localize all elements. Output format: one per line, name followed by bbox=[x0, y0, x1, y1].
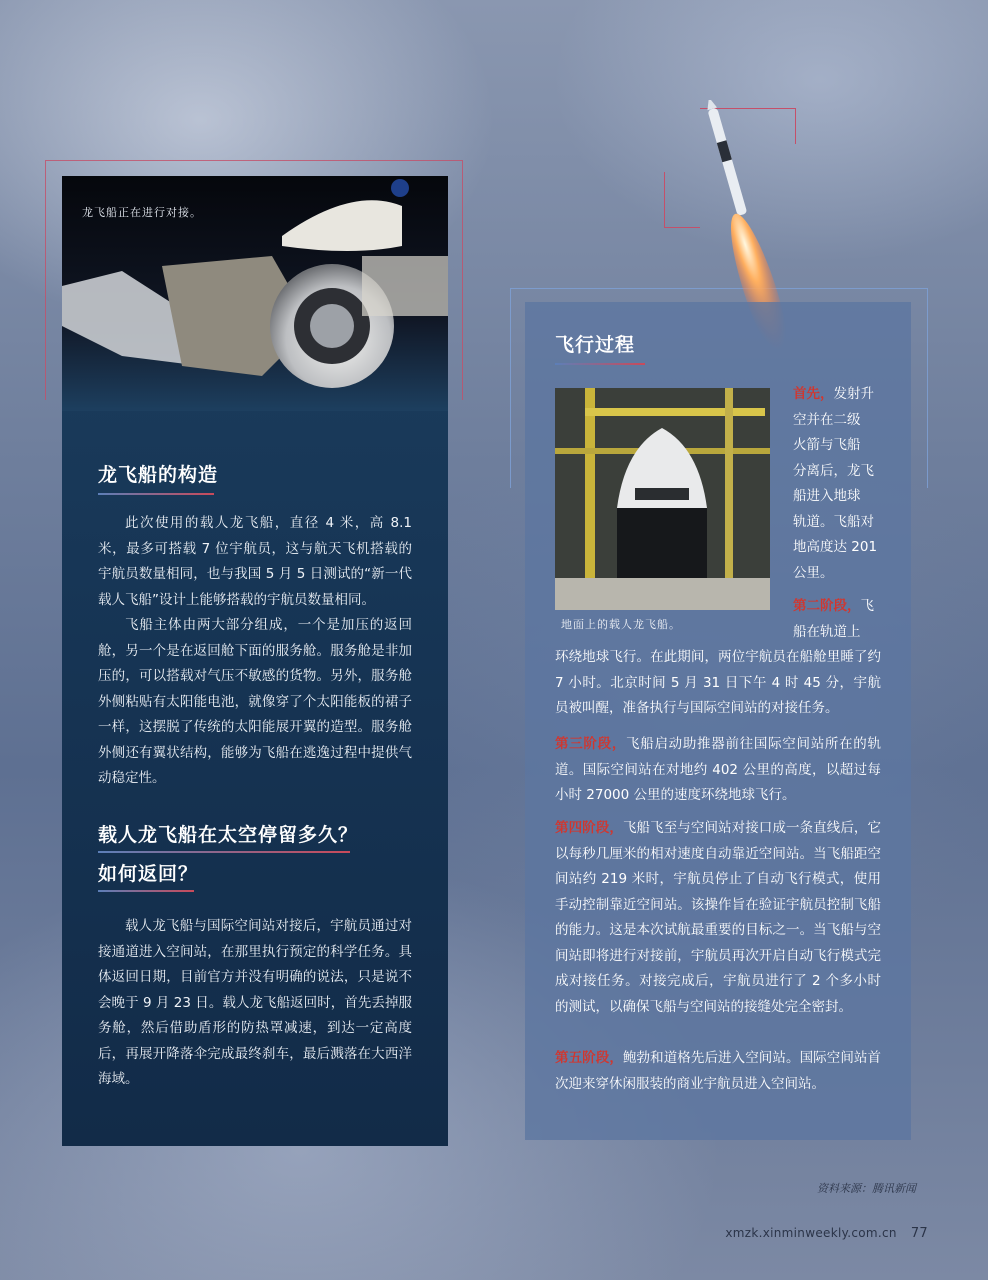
photo-caption: 地面上的载人龙飞船。 bbox=[561, 618, 681, 631]
title-underline bbox=[98, 890, 194, 892]
photo-caption: 龙飞船正在进行对接。 bbox=[82, 206, 202, 219]
stage-label: 第五阶段， bbox=[555, 1050, 623, 1066]
stage-label: 第二阶段， bbox=[793, 598, 861, 614]
stage-text: 发射升 bbox=[833, 386, 874, 402]
stage-text: 船在轨道上 bbox=[793, 623, 861, 640]
stage-label: 第四阶段， bbox=[555, 820, 623, 836]
stage-4 bbox=[555, 816, 881, 1020]
stage-text: 火箭与飞船 bbox=[793, 437, 861, 453]
stage-1 bbox=[793, 382, 885, 586]
stage-5 bbox=[555, 1046, 881, 1097]
title-underline bbox=[98, 851, 350, 853]
dragon-on-ground-image bbox=[555, 388, 770, 610]
right-panel bbox=[525, 302, 911, 1140]
stage-2-rest: 环绕地球飞行。在此期间，两位宇航员在船舱里睡了约 7 小时。北京时间 5 月 31 日下午 4 时 45 分，宇航员被叫醒，准备执行与国际空间站的对接任务。 bbox=[555, 649, 881, 716]
paragraph: 飞船主体由两大部分组成，一个是加压的返回舱，另一个是在返回舱下面的服务舱。服务舱是非加压的，可以搭载对气压不敏感的货物。另外，服务舱外侧粘贴有太阳能电池，就像穿了个太阳能板的裙子一样，这摆脱了传统的太阳能展开翼的造型。服务舱外侧还有翼状结构，能够为飞船在逃逸过程中提供气动稳定性。 bbox=[98, 617, 412, 786]
title-underline bbox=[555, 363, 645, 365]
ground-craft-photo bbox=[555, 388, 770, 610]
stage-text: 船进入地球 bbox=[793, 488, 861, 504]
section-title-structure: 龙飞船的构造 bbox=[98, 464, 219, 486]
source-credit: 资料来源：腾讯新闻 bbox=[817, 1182, 916, 1195]
stage-text: 地高度达 201 bbox=[793, 539, 878, 555]
stage-text: 轨道。飞船对 bbox=[793, 513, 874, 530]
page-footer bbox=[725, 1226, 928, 1241]
nasa-logo-icon bbox=[391, 179, 409, 197]
title-underline bbox=[98, 493, 214, 495]
stage-text: 飞船飞至与空间站对接口成一条直线后，它以每秒几厘米的相对速度自动靠近空间站。当飞船距空间站约 219 米时，宇航员停止了自动飞行模式，使用手动控制靠近空间站。该操作旨在验证宇航员控制飞船的能力。这是本次试航最重要的目标之一。当飞船与空间站即将进行对接前，宇航员再次开启自动飞行模式完成对接任务。对接完成后，宇航员进行了 2 个多小时的测试，以确保飞船与空间站的接缝处完全密封。 bbox=[555, 820, 882, 1015]
docking-photo bbox=[62, 176, 448, 411]
structure-text bbox=[98, 511, 412, 792]
footer-url[interactable]: xmzk.xinminweekly.com.cn bbox=[725, 1226, 897, 1240]
paragraph: 此次使用的载人龙飞船，直径 4 米，高 8.1 米，最多可搭载 7 位宇航员，这与航天飞机搭载的宇航员数量相同，也与我国 5 月 5 日测试的“新一代载人飞船”设计上能够搭载的宇航员数量相同。 bbox=[98, 515, 412, 608]
stage-2-start bbox=[793, 594, 885, 645]
stage-text: 空并在二级 bbox=[793, 411, 861, 428]
stage-label: 第三阶段， bbox=[555, 736, 627, 752]
stage-text: 鲍勃和道格先后进入空间站。国际空间站首次迎来穿休闲服装的商业宇航员进入空间站。 bbox=[555, 1050, 882, 1092]
stage-text: 飞船启动助推器前往国际空间站所在的轨道。国际空间站在对地约 402 公里的高度，以超过每小时 27000 公里的速度环绕地球飞行。 bbox=[555, 736, 882, 803]
return-text bbox=[98, 914, 412, 1093]
stage-text: 分离后，龙飞 bbox=[793, 462, 874, 479]
stage-label: 首先， bbox=[793, 386, 834, 402]
section-title-return: 如何返回？ bbox=[98, 863, 199, 885]
paragraph: 载人龙飞船与国际空间站对接后，宇航员通过对接通道进入空间站，在那里执行预定的科学任务。具体返回日期，目前官方并没有明确的说法，只是说不会晚于 9 月 23 日。载人龙飞船返回时，首先丢掉服务舱，然后借助盾形的防热罩减速，到达一定高度后，再展开降落伞完成最终刹车，最后溅落在大西洋海域。 bbox=[98, 918, 412, 1087]
left-panel bbox=[62, 176, 448, 1146]
stage-text: 公里。 bbox=[793, 564, 834, 581]
section-title-stay: 载人龙飞船在太空停留多久？ bbox=[98, 824, 359, 846]
stage-3 bbox=[555, 732, 881, 809]
stage-text: 飞 bbox=[860, 598, 874, 614]
flight-process-title: 飞行过程 bbox=[555, 334, 636, 356]
page-number: 77 bbox=[910, 1226, 928, 1241]
